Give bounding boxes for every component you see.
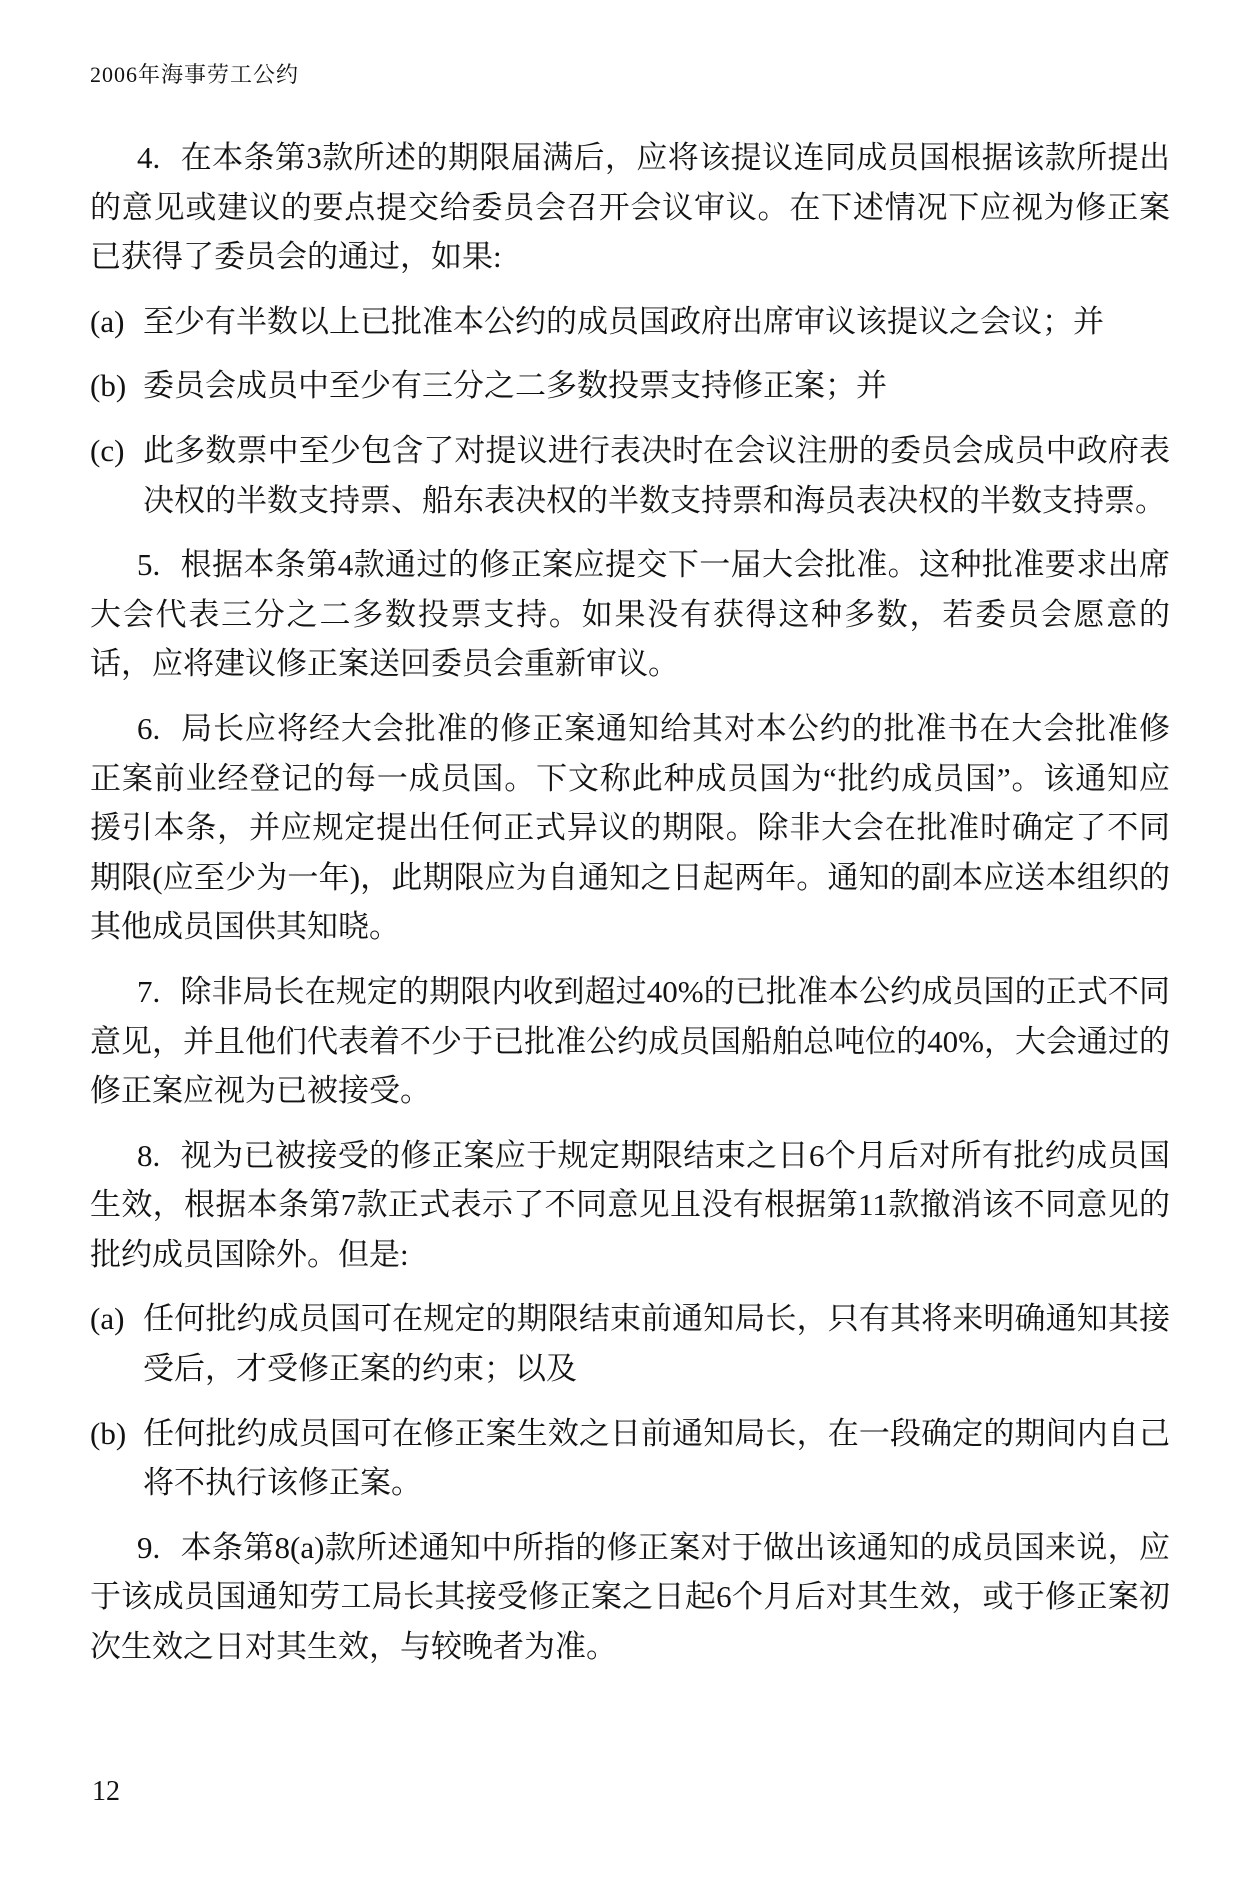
paragraph-4 [90,133,1170,282]
document-title: 2006年海事劳工公约 [90,62,300,87]
paragraph-text: 局长应将经大会批准的修正案通知给其对本公约的批准书在大会批准修正案前业经登记的每一成员国。下文称此种成员国为“批约成员国”。该通知应援引本条，并应规定提出任何正式异议的期限。除非大会在批准时确定了不同期限(应至少为一年)，此期限应为自通知之日起两年。通知的副本应送本组织的其他成员国供其知晓。 [90,710,1170,945]
list-item-8b [90,1409,1170,1508]
paragraph-text: 本条第8(a)款所述通知中所指的修正案对于做出该通知的成员国来说，应于该成员国通知劳工局长其接受修正案之日起6个月后对其生效，或于修正案初次生效之日对其生效，与较晚者为准。 [90,1529,1170,1665]
paragraph-8 [90,1131,1170,1280]
list-item-b [90,361,1170,411]
list-item-label: (b) [90,1415,127,1451]
list-item-text: 任何批约成员国可在规定的期限结束前通知局长，只有其将来明确通知其接受后，才受修正案的约束；以及 [143,1301,1170,1387]
list-item-label: (a) [90,303,125,339]
list-item-c [90,426,1170,525]
paragraph-number: 4. [137,140,161,175]
list-item-text: 至少有半数以上已批准本公约的成员国政府出席审议该提议之会议；并 [143,303,1104,339]
list-item-label: (c) [90,432,125,468]
paragraph-number: 8. [137,1137,161,1173]
paragraph-6 [90,704,1170,952]
list-item-label: (b) [90,368,127,404]
list-item-text: 委员会成员中至少有三分之二多数投票支持修正案；并 [143,368,887,404]
paragraph-text: 除非局长在规定的期限内收到超过40%的已批准本公约成员国的正式不同意见，并且他们代表着不少于已批准公约成员国船舶总吨位的40%，大会通过的修正案应视为已被接受。 [90,973,1170,1109]
paragraph-9 [90,1523,1170,1672]
paragraph-5 [90,540,1170,689]
paragraph-number: 6. [137,710,161,746]
paragraph-number: 9. [137,1529,161,1565]
list-item-8a [90,1294,1170,1393]
paragraph-number: 5. [137,547,161,583]
paragraph-text: 在本条第3款所述的期限届满后，应将该提议连同成员国根据该款所提出的意见或建议的要点提交给委员会召开会议审议。在下述情况下应视为修正案已获得了委员会的通过，如果: [90,140,1170,275]
list-item-label: (a) [90,1301,125,1337]
list-item-text: 任何批约成员国可在修正案生效之日前通知局长，在一段确定的期间内自己将不执行该修正案。 [143,1415,1170,1501]
paragraph-number: 7. [137,973,161,1009]
list-item-text: 此多数票中至少包含了对提议进行表决时在会议注册的委员会成员中政府表决权的半数支持票、船东表决权的半数支持票和海员表决权的半数支持票。 [143,432,1170,518]
paragraph-7 [90,967,1170,1116]
document-body [90,133,1170,1672]
list-item-a [90,297,1170,347]
paragraph-text: 视为已被接受的修正案应于规定期限结束之日6个月后对所有批约成员国生效，根据本条第7款正式表示了不同意见且没有根据第11款撤消该不同意见的批约成员国除外。但是: [90,1137,1170,1272]
paragraph-text: 根据本条第4款通过的修正案应提交下一届大会批准。这种批准要求出席大会代表三分之二多数投票支持。如果没有获得这种多数，若委员会愿意的话，应将建议修正案送回委员会重新审议。 [90,547,1170,682]
page-number: 12 [92,1776,120,1807]
